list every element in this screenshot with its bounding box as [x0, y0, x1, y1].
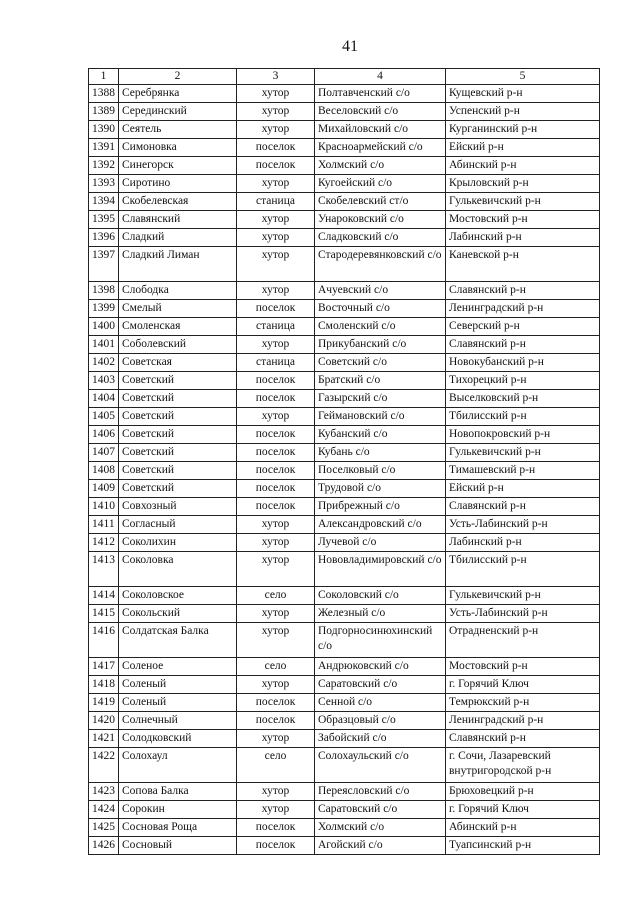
- row-number-cell: 1408: [89, 462, 119, 480]
- district-cell: Славянский р-н: [446, 336, 600, 354]
- district-cell: Выселковский р-н: [446, 390, 600, 408]
- council-cell: Сладковский с/о: [315, 229, 446, 247]
- settlement-name-cell: Сокольский: [119, 605, 237, 623]
- district-cell: Новопокровский р-н: [446, 426, 600, 444]
- district-cell: Славянский р-н: [446, 282, 600, 300]
- table-row: [89, 211, 600, 229]
- district-cell: Тбилисский р-н: [446, 408, 600, 426]
- row-number-cell: 1417: [89, 658, 119, 676]
- column-header-number: 1: [89, 69, 119, 85]
- council-cell: Трудовой с/о: [315, 480, 446, 498]
- settlement-name-cell: Синегорск: [119, 157, 237, 175]
- settlement-name-cell: Соколовское: [119, 587, 237, 605]
- table-row: [89, 819, 600, 837]
- table-row: [89, 175, 600, 193]
- row-number-cell: 1415: [89, 605, 119, 623]
- council-cell: Андрюковский с/о: [315, 658, 446, 676]
- district-cell: Усть-Лабинский р-н: [446, 605, 600, 623]
- settlement-name-cell: Сладкий Лиман: [119, 247, 237, 282]
- table-row: [89, 247, 600, 282]
- table-row: [89, 318, 600, 336]
- settlement-name-cell: Соленый: [119, 694, 237, 712]
- council-cell: Красноармейский с/о: [315, 139, 446, 157]
- settlement-name-cell: Советская: [119, 354, 237, 372]
- settlement-type-cell: поселок: [237, 819, 315, 837]
- table-row: [89, 605, 600, 623]
- settlement-type-cell: поселок: [237, 712, 315, 730]
- row-number-cell: 1421: [89, 730, 119, 748]
- table-row: [89, 837, 600, 855]
- council-cell: Саратовский с/о: [315, 676, 446, 694]
- settlement-type-cell: поселок: [237, 157, 315, 175]
- row-number-cell: 1425: [89, 819, 119, 837]
- row-number-cell: 1413: [89, 552, 119, 587]
- table-body: [89, 85, 600, 855]
- row-number-cell: 1390: [89, 121, 119, 139]
- column-header-council: 4: [315, 69, 446, 85]
- table-row: [89, 229, 600, 247]
- table-row: [89, 534, 600, 552]
- settlement-name-cell: Советский: [119, 462, 237, 480]
- council-cell: Прибрежный с/о: [315, 498, 446, 516]
- table-row: [89, 712, 600, 730]
- district-cell: Мостовский р-н: [446, 211, 600, 229]
- settlement-name-cell: Славянский: [119, 211, 237, 229]
- table-row: [89, 498, 600, 516]
- district-cell: Северский р-н: [446, 318, 600, 336]
- council-cell: Солохаульский с/о: [315, 748, 446, 783]
- row-number-cell: 1407: [89, 444, 119, 462]
- row-number-cell: 1388: [89, 85, 119, 103]
- settlement-name-cell: Сеятель: [119, 121, 237, 139]
- table-row: [89, 157, 600, 175]
- settlement-type-cell: поселок: [237, 300, 315, 318]
- council-cell: Восточный с/о: [315, 300, 446, 318]
- district-cell: Славянский р-н: [446, 730, 600, 748]
- district-cell: г. Горячий Ключ: [446, 801, 600, 819]
- table-row: [89, 694, 600, 712]
- row-number-cell: 1424: [89, 801, 119, 819]
- district-cell: Тимашевский р-н: [446, 462, 600, 480]
- settlement-name-cell: Смелый: [119, 300, 237, 318]
- council-cell: Кугоейский с/о: [315, 175, 446, 193]
- table-row: [89, 103, 600, 121]
- district-cell: г. Горячий Ключ: [446, 676, 600, 694]
- row-number-cell: 1391: [89, 139, 119, 157]
- row-number-cell: 1399: [89, 300, 119, 318]
- row-number-cell: 1392: [89, 157, 119, 175]
- settlement-type-cell: станица: [237, 318, 315, 336]
- council-cell: Соколовский с/о: [315, 587, 446, 605]
- settlement-type-cell: хутор: [237, 229, 315, 247]
- settlement-type-cell: поселок: [237, 390, 315, 408]
- settlement-name-cell: Сосновый: [119, 837, 237, 855]
- table-row: [89, 85, 600, 103]
- council-cell: Кубанский с/о: [315, 426, 446, 444]
- district-cell: Гулькевичский р-н: [446, 444, 600, 462]
- district-cell: Ейский р-н: [446, 139, 600, 157]
- settlements-table: [88, 68, 600, 855]
- row-number-cell: 1393: [89, 175, 119, 193]
- district-cell: Абинский р-н: [446, 819, 600, 837]
- council-cell: Образцовый с/о: [315, 712, 446, 730]
- table-row: [89, 426, 600, 444]
- settlement-type-cell: поселок: [237, 372, 315, 390]
- row-number-cell: 1418: [89, 676, 119, 694]
- settlement-name-cell: Совхозный: [119, 498, 237, 516]
- settlement-name-cell: Советский: [119, 390, 237, 408]
- row-number-cell: 1394: [89, 193, 119, 211]
- district-cell: Отрадненский р-н: [446, 623, 600, 658]
- settlement-name-cell: Сосновая Роща: [119, 819, 237, 837]
- row-number-cell: 1404: [89, 390, 119, 408]
- row-number-cell: 1419: [89, 694, 119, 712]
- settlement-name-cell: Солнечный: [119, 712, 237, 730]
- settlement-name-cell: Советский: [119, 480, 237, 498]
- settlement-type-cell: хутор: [237, 103, 315, 121]
- council-cell: Скобелевский ст/о: [315, 193, 446, 211]
- council-cell: Саратовский с/о: [315, 801, 446, 819]
- district-cell: Темрюкский р-н: [446, 694, 600, 712]
- table-row: [89, 193, 600, 211]
- row-number-cell: 1402: [89, 354, 119, 372]
- page-number: 41: [342, 38, 358, 55]
- settlement-type-cell: хутор: [237, 730, 315, 748]
- settlement-name-cell: Смоленская: [119, 318, 237, 336]
- district-cell: Лабинский р-н: [446, 229, 600, 247]
- table-row: [89, 300, 600, 318]
- settlement-name-cell: Сорокин: [119, 801, 237, 819]
- council-cell: Холмский с/о: [315, 157, 446, 175]
- settlement-type-cell: хутор: [237, 175, 315, 193]
- settlement-type-cell: хутор: [237, 85, 315, 103]
- settlement-name-cell: Советский: [119, 372, 237, 390]
- council-cell: Михайловский с/о: [315, 121, 446, 139]
- settlement-type-cell: хутор: [237, 247, 315, 282]
- district-cell: Новокубанский р-н: [446, 354, 600, 372]
- council-cell: Переясловский с/о: [315, 783, 446, 801]
- district-cell: Тбилисский р-н: [446, 552, 600, 587]
- settlement-type-cell: хутор: [237, 801, 315, 819]
- column-header-type: 3: [237, 69, 315, 85]
- district-cell: Гулькевичский р-н: [446, 193, 600, 211]
- district-cell: Лабинский р-н: [446, 534, 600, 552]
- row-number-cell: 1389: [89, 103, 119, 121]
- table-row: [89, 783, 600, 801]
- settlement-type-cell: станица: [237, 193, 315, 211]
- settlement-name-cell: Слободка: [119, 282, 237, 300]
- settlement-name-cell: Скобелевская: [119, 193, 237, 211]
- settlement-type-cell: хутор: [237, 211, 315, 229]
- settlement-type-cell: хутор: [237, 605, 315, 623]
- council-cell: Лучевой с/о: [315, 534, 446, 552]
- council-cell: Братский с/о: [315, 372, 446, 390]
- settlement-type-cell: поселок: [237, 426, 315, 444]
- settlement-name-cell: Симоновка: [119, 139, 237, 157]
- settlement-type-cell: поселок: [237, 694, 315, 712]
- column-header-name: 2: [119, 69, 237, 85]
- settlement-type-cell: хутор: [237, 408, 315, 426]
- council-cell: Александровский с/о: [315, 516, 446, 534]
- district-cell: Успенский р-н: [446, 103, 600, 121]
- council-cell: Нововладимировский с/о: [315, 552, 446, 587]
- district-cell: Усть-Лабинский р-н: [446, 516, 600, 534]
- table-row: [89, 121, 600, 139]
- table-row: [89, 354, 600, 372]
- table-header-row: [89, 69, 600, 85]
- row-number-cell: 1420: [89, 712, 119, 730]
- row-number-cell: 1426: [89, 837, 119, 855]
- settlement-type-cell: поселок: [237, 462, 315, 480]
- settlement-name-cell: Согласный: [119, 516, 237, 534]
- row-number-cell: 1414: [89, 587, 119, 605]
- settlement-type-cell: поселок: [237, 444, 315, 462]
- settlement-name-cell: Советский: [119, 444, 237, 462]
- council-cell: Прикубанский с/о: [315, 336, 446, 354]
- council-cell: Веселовский с/о: [315, 103, 446, 121]
- settlement-type-cell: хутор: [237, 676, 315, 694]
- settlement-name-cell: Серединский: [119, 103, 237, 121]
- settlement-name-cell: Сладкий: [119, 229, 237, 247]
- district-cell: Гулькевичский р-н: [446, 587, 600, 605]
- settlement-name-cell: Соленый: [119, 676, 237, 694]
- settlement-type-cell: хутор: [237, 336, 315, 354]
- settlement-type-cell: поселок: [237, 498, 315, 516]
- district-cell: Брюховецкий р-н: [446, 783, 600, 801]
- district-cell: Мостовский р-н: [446, 658, 600, 676]
- council-cell: Газырский с/о: [315, 390, 446, 408]
- council-cell: Агойский с/о: [315, 837, 446, 855]
- settlement-type-cell: село: [237, 748, 315, 783]
- column-header-district: 5: [446, 69, 600, 85]
- table-row: [89, 516, 600, 534]
- settlement-name-cell: Сиротино: [119, 175, 237, 193]
- row-number-cell: 1395: [89, 211, 119, 229]
- district-cell: Крыловский р-н: [446, 175, 600, 193]
- settlement-type-cell: поселок: [237, 139, 315, 157]
- settlement-type-cell: поселок: [237, 480, 315, 498]
- council-cell: Ачуевский с/о: [315, 282, 446, 300]
- row-number-cell: 1409: [89, 480, 119, 498]
- district-cell: Ленинградский р-н: [446, 300, 600, 318]
- district-cell: Тихорецкий р-н: [446, 372, 600, 390]
- settlement-type-cell: хутор: [237, 121, 315, 139]
- table-row: [89, 801, 600, 819]
- council-cell: Сенной с/о: [315, 694, 446, 712]
- settlement-name-cell: Соколихин: [119, 534, 237, 552]
- table-row: [89, 748, 600, 783]
- table-row: [89, 390, 600, 408]
- settlement-type-cell: станица: [237, 354, 315, 372]
- table-row: [89, 676, 600, 694]
- settlement-type-cell: село: [237, 658, 315, 676]
- row-number-cell: 1403: [89, 372, 119, 390]
- council-cell: Смоленский с/о: [315, 318, 446, 336]
- council-cell: Геймановский с/о: [315, 408, 446, 426]
- table-row: [89, 444, 600, 462]
- settlement-type-cell: поселок: [237, 837, 315, 855]
- row-number-cell: 1422: [89, 748, 119, 783]
- table-row: [89, 730, 600, 748]
- district-cell: Славянский р-н: [446, 498, 600, 516]
- table-row: [89, 658, 600, 676]
- council-cell: Стародеревянковский с/о: [315, 247, 446, 282]
- settlement-name-cell: Советский: [119, 408, 237, 426]
- settlement-name-cell: Солдатская Балка: [119, 623, 237, 658]
- council-cell: Железный с/о: [315, 605, 446, 623]
- row-number-cell: 1396: [89, 229, 119, 247]
- row-number-cell: 1416: [89, 623, 119, 658]
- table-row: [89, 372, 600, 390]
- settlement-type-cell: хутор: [237, 534, 315, 552]
- table-row: [89, 282, 600, 300]
- row-number-cell: 1412: [89, 534, 119, 552]
- council-cell: Поселковый с/о: [315, 462, 446, 480]
- settlement-name-cell: Серебрянка: [119, 85, 237, 103]
- district-cell: Курганинский р-н: [446, 121, 600, 139]
- settlement-type-cell: село: [237, 587, 315, 605]
- table-row: [89, 552, 600, 587]
- settlement-name-cell: Соколовка: [119, 552, 237, 587]
- settlement-name-cell: Соболевский: [119, 336, 237, 354]
- table-row: [89, 139, 600, 157]
- settlement-name-cell: Советский: [119, 426, 237, 444]
- settlement-name-cell: Солохаул: [119, 748, 237, 783]
- row-number-cell: 1400: [89, 318, 119, 336]
- settlement-name-cell: Солодковский: [119, 730, 237, 748]
- district-cell: Кущевский р-н: [446, 85, 600, 103]
- row-number-cell: 1423: [89, 783, 119, 801]
- row-number-cell: 1401: [89, 336, 119, 354]
- settlement-name-cell: Сопова Балка: [119, 783, 237, 801]
- table-row: [89, 462, 600, 480]
- district-cell: Туапсинский р-н: [446, 837, 600, 855]
- settlement-type-cell: хутор: [237, 552, 315, 587]
- district-cell: Ейский р-н: [446, 480, 600, 498]
- settlement-name-cell: Соленое: [119, 658, 237, 676]
- council-cell: Кубань с/о: [315, 444, 446, 462]
- council-cell: Холмский с/о: [315, 819, 446, 837]
- council-cell: Подгорносинюхинский с/о: [315, 623, 446, 658]
- row-number-cell: 1411: [89, 516, 119, 534]
- row-number-cell: 1410: [89, 498, 119, 516]
- row-number-cell: 1405: [89, 408, 119, 426]
- council-cell: Советский с/о: [315, 354, 446, 372]
- district-cell: Абинский р-н: [446, 157, 600, 175]
- council-cell: Полтавченский с/о: [315, 85, 446, 103]
- table-row: [89, 480, 600, 498]
- district-cell: г. Сочи, Лазаревский внутригородской р-н: [446, 748, 600, 783]
- settlement-type-cell: хутор: [237, 783, 315, 801]
- table-row: [89, 408, 600, 426]
- district-cell: Каневской р-н: [446, 247, 600, 282]
- settlement-type-cell: хутор: [237, 623, 315, 658]
- council-cell: Унароковский с/о: [315, 211, 446, 229]
- settlement-type-cell: хутор: [237, 516, 315, 534]
- table-row: [89, 623, 600, 658]
- council-cell: Забойский с/о: [315, 730, 446, 748]
- row-number-cell: 1397: [89, 247, 119, 282]
- table-row: [89, 336, 600, 354]
- settlement-type-cell: хутор: [237, 282, 315, 300]
- row-number-cell: 1398: [89, 282, 119, 300]
- row-number-cell: 1406: [89, 426, 119, 444]
- district-cell: Ленинградский р-н: [446, 712, 600, 730]
- table-row: [89, 587, 600, 605]
